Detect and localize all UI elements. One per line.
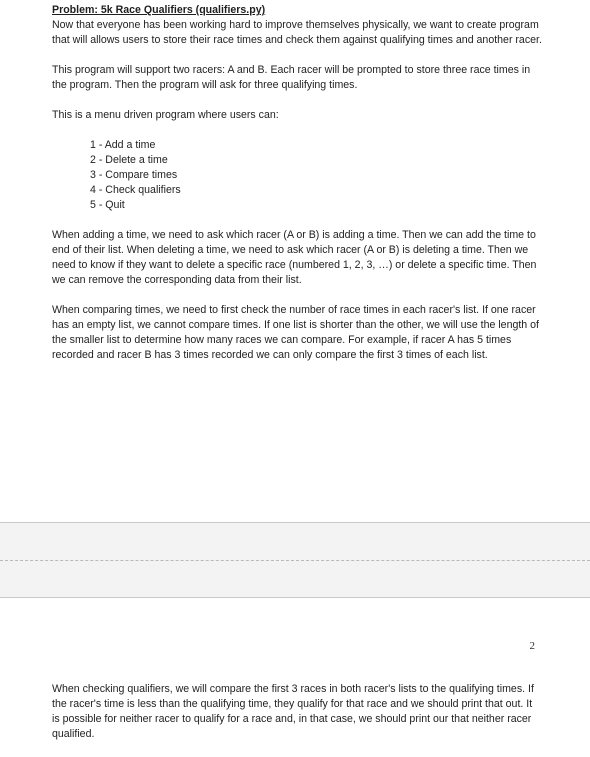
page-gap [0, 522, 590, 598]
menu-intro-paragraph: This is a menu driven program where users can: [52, 109, 279, 121]
page-break-line [0, 560, 590, 561]
page-2-content [52, 682, 542, 757]
menu-option-delete: 2 - Delete a time [90, 154, 168, 166]
intro-paragraph: Now that everyone has been working hard to improve themselves physically, we want to create program that will allows users to store their race times and check them against qualifying times and another racer. [52, 19, 542, 46]
menu-options-list [90, 138, 542, 213]
comparing-paragraph: When comparing times, we need to first check the number of race times in each racer's list. If one racer has an empty list, we cannot compare times. If one list is shorter than the other, we will use the length of the smaller list to determine how many races we can compare. For example, if racer A has 5 times recorded and racer B has 3 times recorded we can only compare the first 3 times of each list. [52, 304, 539, 361]
menu-option-quit: 5 - Quit [90, 199, 125, 211]
menu-option-check: 4 - Check qualifiers [90, 184, 181, 196]
adding-paragraph: When adding a time, we need to ask which racer (A or B) is adding a time. Then we can add the time to end of their list. When deleting a time, we need to ask which racer (A or B) is deleting a time. Then we need to know if they want to delete a specific race (numbered 1, 2, 3, …) or delete a specific time. Then we can remove the corresponding data from their list. [52, 229, 537, 286]
menu-option-add: 1 - Add a time [90, 139, 156, 151]
racers-paragraph: This program will support two racers: A and B. Each racer will be prompted to store three race times in the program. Then the program will ask for three qualifying times. [52, 64, 531, 91]
menu-option-compare: 3 - Compare times [90, 169, 178, 181]
page-1-content [52, 3, 542, 378]
document-page-2 [0, 598, 590, 747]
qualifiers-paragraph: When checking qualifiers, we will compare the first 3 races in both racer's lists to the qualifying times. If the racer's time is less than the qualifying time, they qualify for that race and we should print that out. It is possible for neither racer to qualify for a race and, in that case, we should print our that neither racer qualified. [52, 683, 534, 740]
page-number: 2 [529, 640, 535, 652]
problem-heading: Problem: 5k Race Qualifiers (qualifiers.py) [52, 4, 266, 16]
